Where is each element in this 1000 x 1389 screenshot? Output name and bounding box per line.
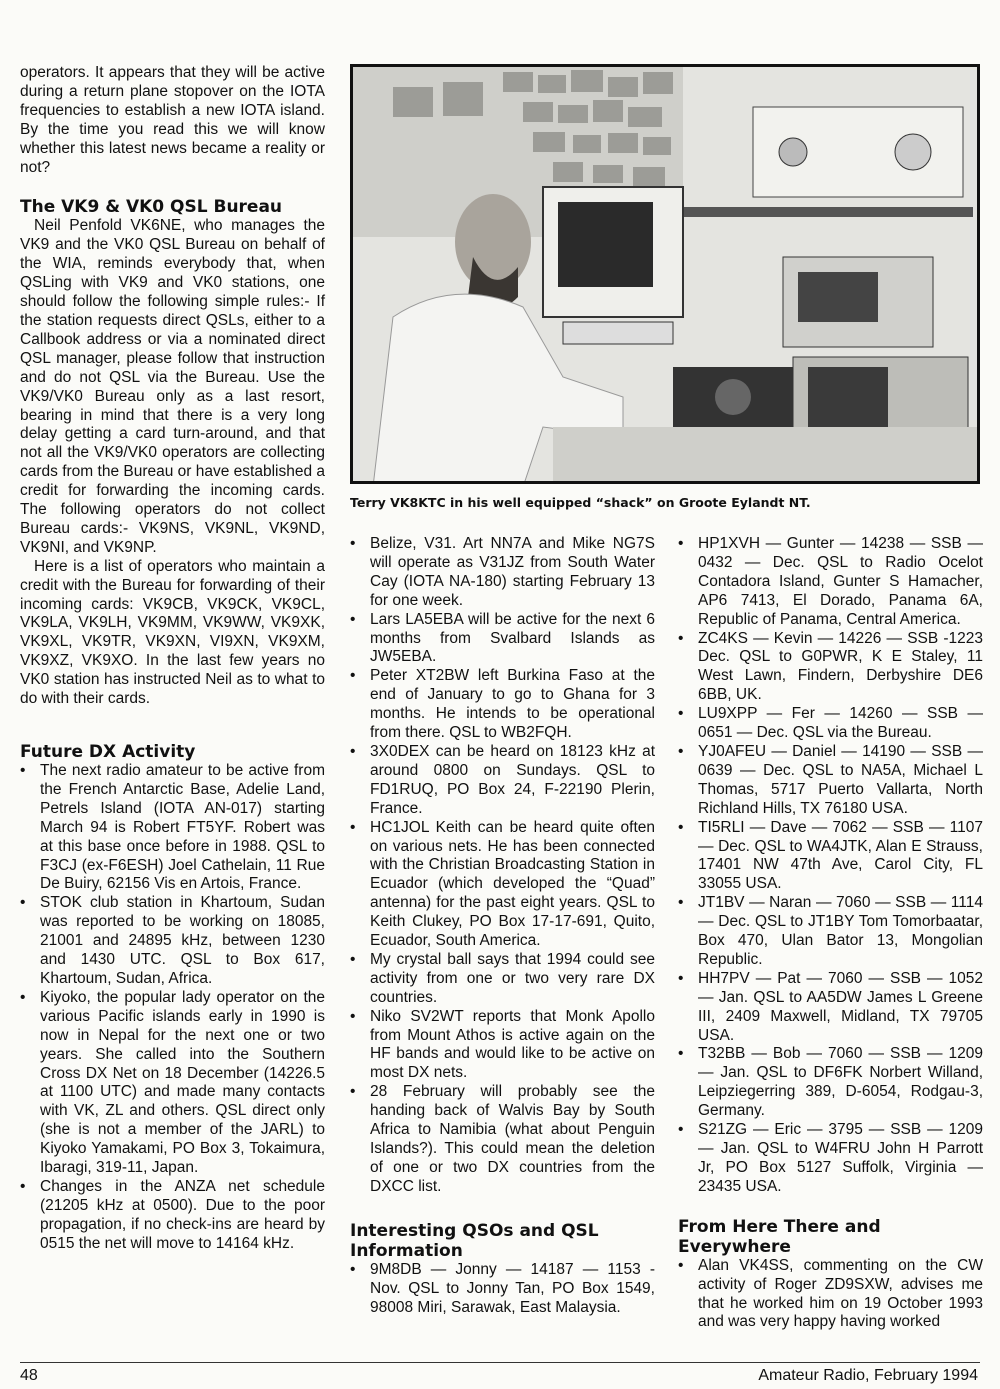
- list-item: • Niko SV2WT reports that Monk Apollo from Mount Athos is active again on the HF bands and would like to be active on most DX nets.: [350, 1008, 655, 1084]
- list-item: • TI5RLI — Dave — 7062 — SSB — 1107 — Dec. QSL to WA4JTK, Alan E Strauss, 17401 NW 47th Ave, Carol City, FL 33055 USA.: [678, 819, 983, 895]
- list-item: • HP1XVH — Gunter — 14238 — SSB — 0432 — Dec. QSL to Radio Ocelot Contadora Island, Gunter S Hamacher, AP6 7413, El Dorado, Panama 6A, Republic of Panama, Central America.: [678, 535, 983, 630]
- photo-caption: Terry VK8KTC in his well equipped “shack” on Groote Eylandt NT.: [350, 495, 811, 510]
- list-item: • HC1JOL Keith can be heard quite often on various nets. He has been connected with the Christian Broadcasting Station in Ecuador (which developed the “Quad” antenna) for the past eight years. QSL to Keith Clukey, PO Box 17-17-691, Quito, Ecuador, South America.: [350, 819, 655, 951]
- column-right: [678, 535, 983, 1332]
- list-item: • 9M8DB — Jonny — 14187 — 1153 - Nov. QSL to Jonny Tan, PO Box 1549, 98008 Miri, Sarawak, East Malaysia.: [350, 1261, 655, 1318]
- list-item: • STOK club station in Khartoum, Sudan was reported to be working on 18085, 21001 and 24895 kHz, between 1230 and 1430 UTC. QSL to Box 617, Khartoum, Sudan, Africa.: [20, 894, 325, 989]
- list-item: • Changes in the ANZA net schedule (21205 kHz at 0500). Due to the poor propagation, if no check-ins are heard by 0515 the net will move to 14164 kHz.: [20, 1178, 325, 1254]
- list-item: • My crystal ball says that 1994 could see activity from one or two very rare DX countries.: [350, 951, 655, 1008]
- list-item: • Kiyoko, the popular lady operator on the various Pacific islands early in 1990 is now in Nepal for the next one or two years. She called into the Southern Cross DX Net on 18 December (14226.5 at 1100 UTC) and made many contacts with VK, ZL and others. QSL direct only (she is not a member of the JARL) to Kiyoko Yamakami, PO Box 3, Tokaimura, Ibaragi, 319-11, Japan.: [20, 989, 325, 1178]
- list-item: • 28 February will probably see the handing back of Walvis Bay by South Africa to Namibia (what about Penguin Islands?). This could mean the deletion of one or two DX countries from the DXCC list.: [350, 1083, 655, 1196]
- heading-interesting-qsos: Interesting QSOs and QSL Information: [350, 1220, 599, 1261]
- list-item: • JT1BV — Naran — 7060 — SSB — 1114 — Dec. QSL to JT1BY Tom Tomorbaatar, Box 470, Ulan Bator 13, Mongolian Republic.: [678, 894, 983, 970]
- dx-news-list: [350, 535, 655, 1197]
- column-left: [20, 64, 325, 1254]
- qsl-paragraph-1: Neil Penfold VK6NE, who manages the VK9 and the VK0 QSL Bureau on behalf of the WIA, reminds everybody that, when QSLing with VK9 and VK0 stations, one should follow the following simple rules:- If the station requests direct QSLs, either to a Callbook address or via a nominated direct QSL manager, please follow that instruction and do not QSL via the Bureau. Use the VK9/VK0 Bureau only as a last resort, bearing in mind that there is a very long delay getting a card turn-around, and that not all the VK9/VK0 operators are collecting cards from the Bureau or have established a credit for forwarding the incoming cards. The following operators do not collect Bureau cards:- VK9NS, VK9NL, VK9ND, VK9NI, and VK9NP.: [20, 217, 326, 556]
- list-item: • Belize, V31. Art NN7A and Mike NG7S will operate as V31JZ from South Water Cay (IOTA NA-180) starting February 13 for one week.: [350, 535, 655, 611]
- future-dx-list: [20, 762, 325, 1254]
- list-item: • T32BB — Bob — 7060 — SSB — 1209 — Jan. QSL to DF6FK Norbert Willand, Leipziegerring 389, D-6054, Rodgau-3, Germany.: [678, 1045, 983, 1121]
- intro-paragraph: operators. It appears that they will be active during a return plane stopover on the IOTA frequencies to establish a new IOTA island. By the time you read this we will know whether this latest news became a reality or not?: [20, 64, 325, 176]
- column-middle: [350, 535, 655, 1317]
- qso-list-continued: [678, 535, 983, 1197]
- photo-shack: [350, 64, 980, 484]
- list-item: • Lars LA5EBA will be active for the next 6 months from Svalbard Islands as JW5EBA.: [350, 611, 655, 668]
- photo-illustration: [353, 67, 977, 481]
- list-item: • LU9XPP — Fer — 14260 — SSB — 0651 — Dec. QSL via the Bureau.: [678, 705, 983, 743]
- footer-rule: [20, 1362, 980, 1363]
- heading-qsl-bureau: The VK9 & VK0 QSL Bureau: [20, 197, 283, 218]
- heading-future-dx: Future DX Activity: [20, 742, 196, 762]
- list-item: • Alan VK4SS, commenting on the CW activity of Roger ZD9SXW, advises me that he worked him on 19 October 1993 and was very happy having worked: [678, 1257, 983, 1333]
- page-number: 48: [20, 1367, 38, 1384]
- heading-from-here-there: From Here There and Everywhere: [678, 1216, 881, 1257]
- publication-title: Amateur Radio, February 1994: [758, 1367, 978, 1384]
- list-item: • Peter XT2BW left Burkina Faso at the end of January to go to Ghana for 3 months. He intends to be operational from there. QSL to WB2FQH.: [350, 667, 655, 743]
- qsl-paragraph-2: Here is a list of operators who maintain a credit with the Bureau for forwarding of their incoming cards: VK9CB, VK9CK, VK9CL, VK9LA, VK9LH, VK9MM, VK9WW, VK9XK, VK9XL, VK9TR, VK9XN, VI9XN, VK9XM, VK9XZ, VK9XO. In the last few years no VK0 station has instructed Neil as to what to do with their cards.: [20, 557, 325, 708]
- from-here-list: [678, 1257, 983, 1333]
- list-item: • HH7PV — Pat — 7060 — SSB — 1052 — Jan. QSL to AA5DW James L Greene III, 2409 Maxwell, Midland, TX 79705 USA.: [678, 970, 983, 1046]
- list-item: • S21ZG — Eric — 3795 — SSB — 1209 — Jan. QSL to W4FRU John H Parrott Jr, PO Box 5127 Suffolk, Virginia — 23435 USA.: [678, 1121, 983, 1197]
- list-item: • 3X0DEX can be heard on 18123 kHz at around 0800 on Sundays. QSL to FD1RUQ, PO Box 24, F-22190 Plerin, France.: [350, 743, 655, 819]
- list-item: • YJ0AFEU — Daniel — 14190 — SSB — 0639 — Dec. QSL to NA5A, Michael L Thomas, 5717 Puerto Vallarta, North Richland Hills, TX 76180 USA.: [678, 743, 983, 819]
- list-item: • The next radio amateur to be active from the French Antarctic Base, Adelie Land, Petrels Island (IOTA AN-017) starting March 94 is Robert FT5YF. Robert was at this base once before in 1988. QSL to F3CJ (ex-F6ESH) Joel Cathelain, 11 Rue De Buiry, 62156 Vis en Artois, France.: [20, 762, 325, 894]
- qso-list: [350, 1261, 655, 1318]
- list-item: • ZC4KS — Kevin — 14226 — SSB -1223 Dec. QSL to G0PWR, K E Staley, 11 West Lawn, Findern, Derbyshire DE6 6BB, UK.: [678, 630, 983, 706]
